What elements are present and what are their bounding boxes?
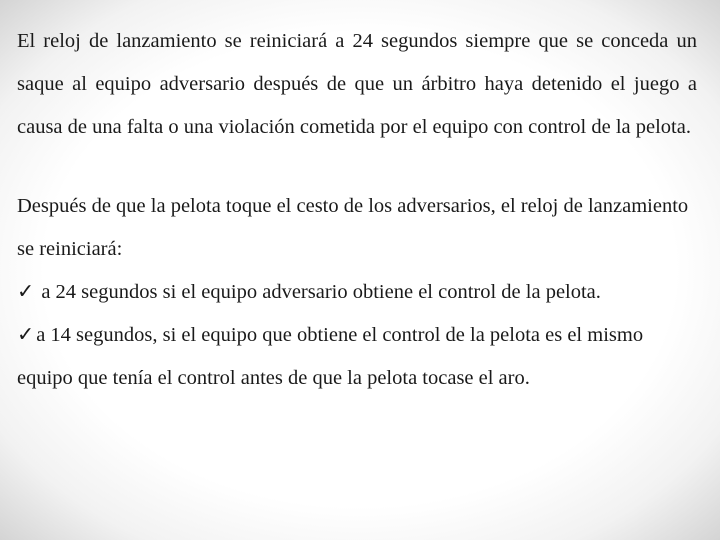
paragraph-shot-clock-reset: El reloj de lanzamiento se reiniciará a 24 segundos siempre que se conceda un saque al equipo adversario después de que un árbitro haya detenido el juego a causa de una falta o una violación cometida por el equipo con control de la pelota. bbox=[17, 30, 697, 138]
slide-content bbox=[17, 20, 697, 400]
checkmark-icon: ✓ bbox=[17, 281, 35, 303]
list-item-text: a 24 segundos si el equipo adversario obtiene el control de la pelota. bbox=[36, 281, 601, 303]
list-item-24-seconds bbox=[17, 271, 697, 314]
list-item-text: a 14 segundos, si el equipo que obtiene el control de la pelota es el mismo equipo que tenía el control antes de que la pelota tocase el aro. bbox=[17, 324, 644, 389]
list-item-14-seconds bbox=[17, 314, 697, 400]
paragraph-spacer bbox=[17, 149, 697, 185]
paragraph-after-rim-touch: Después de que la pelota toque el cesto de los adversarios, el reloj de lanzamiento se reiniciará: bbox=[17, 195, 689, 260]
checkmark-icon: ✓ bbox=[17, 324, 35, 346]
